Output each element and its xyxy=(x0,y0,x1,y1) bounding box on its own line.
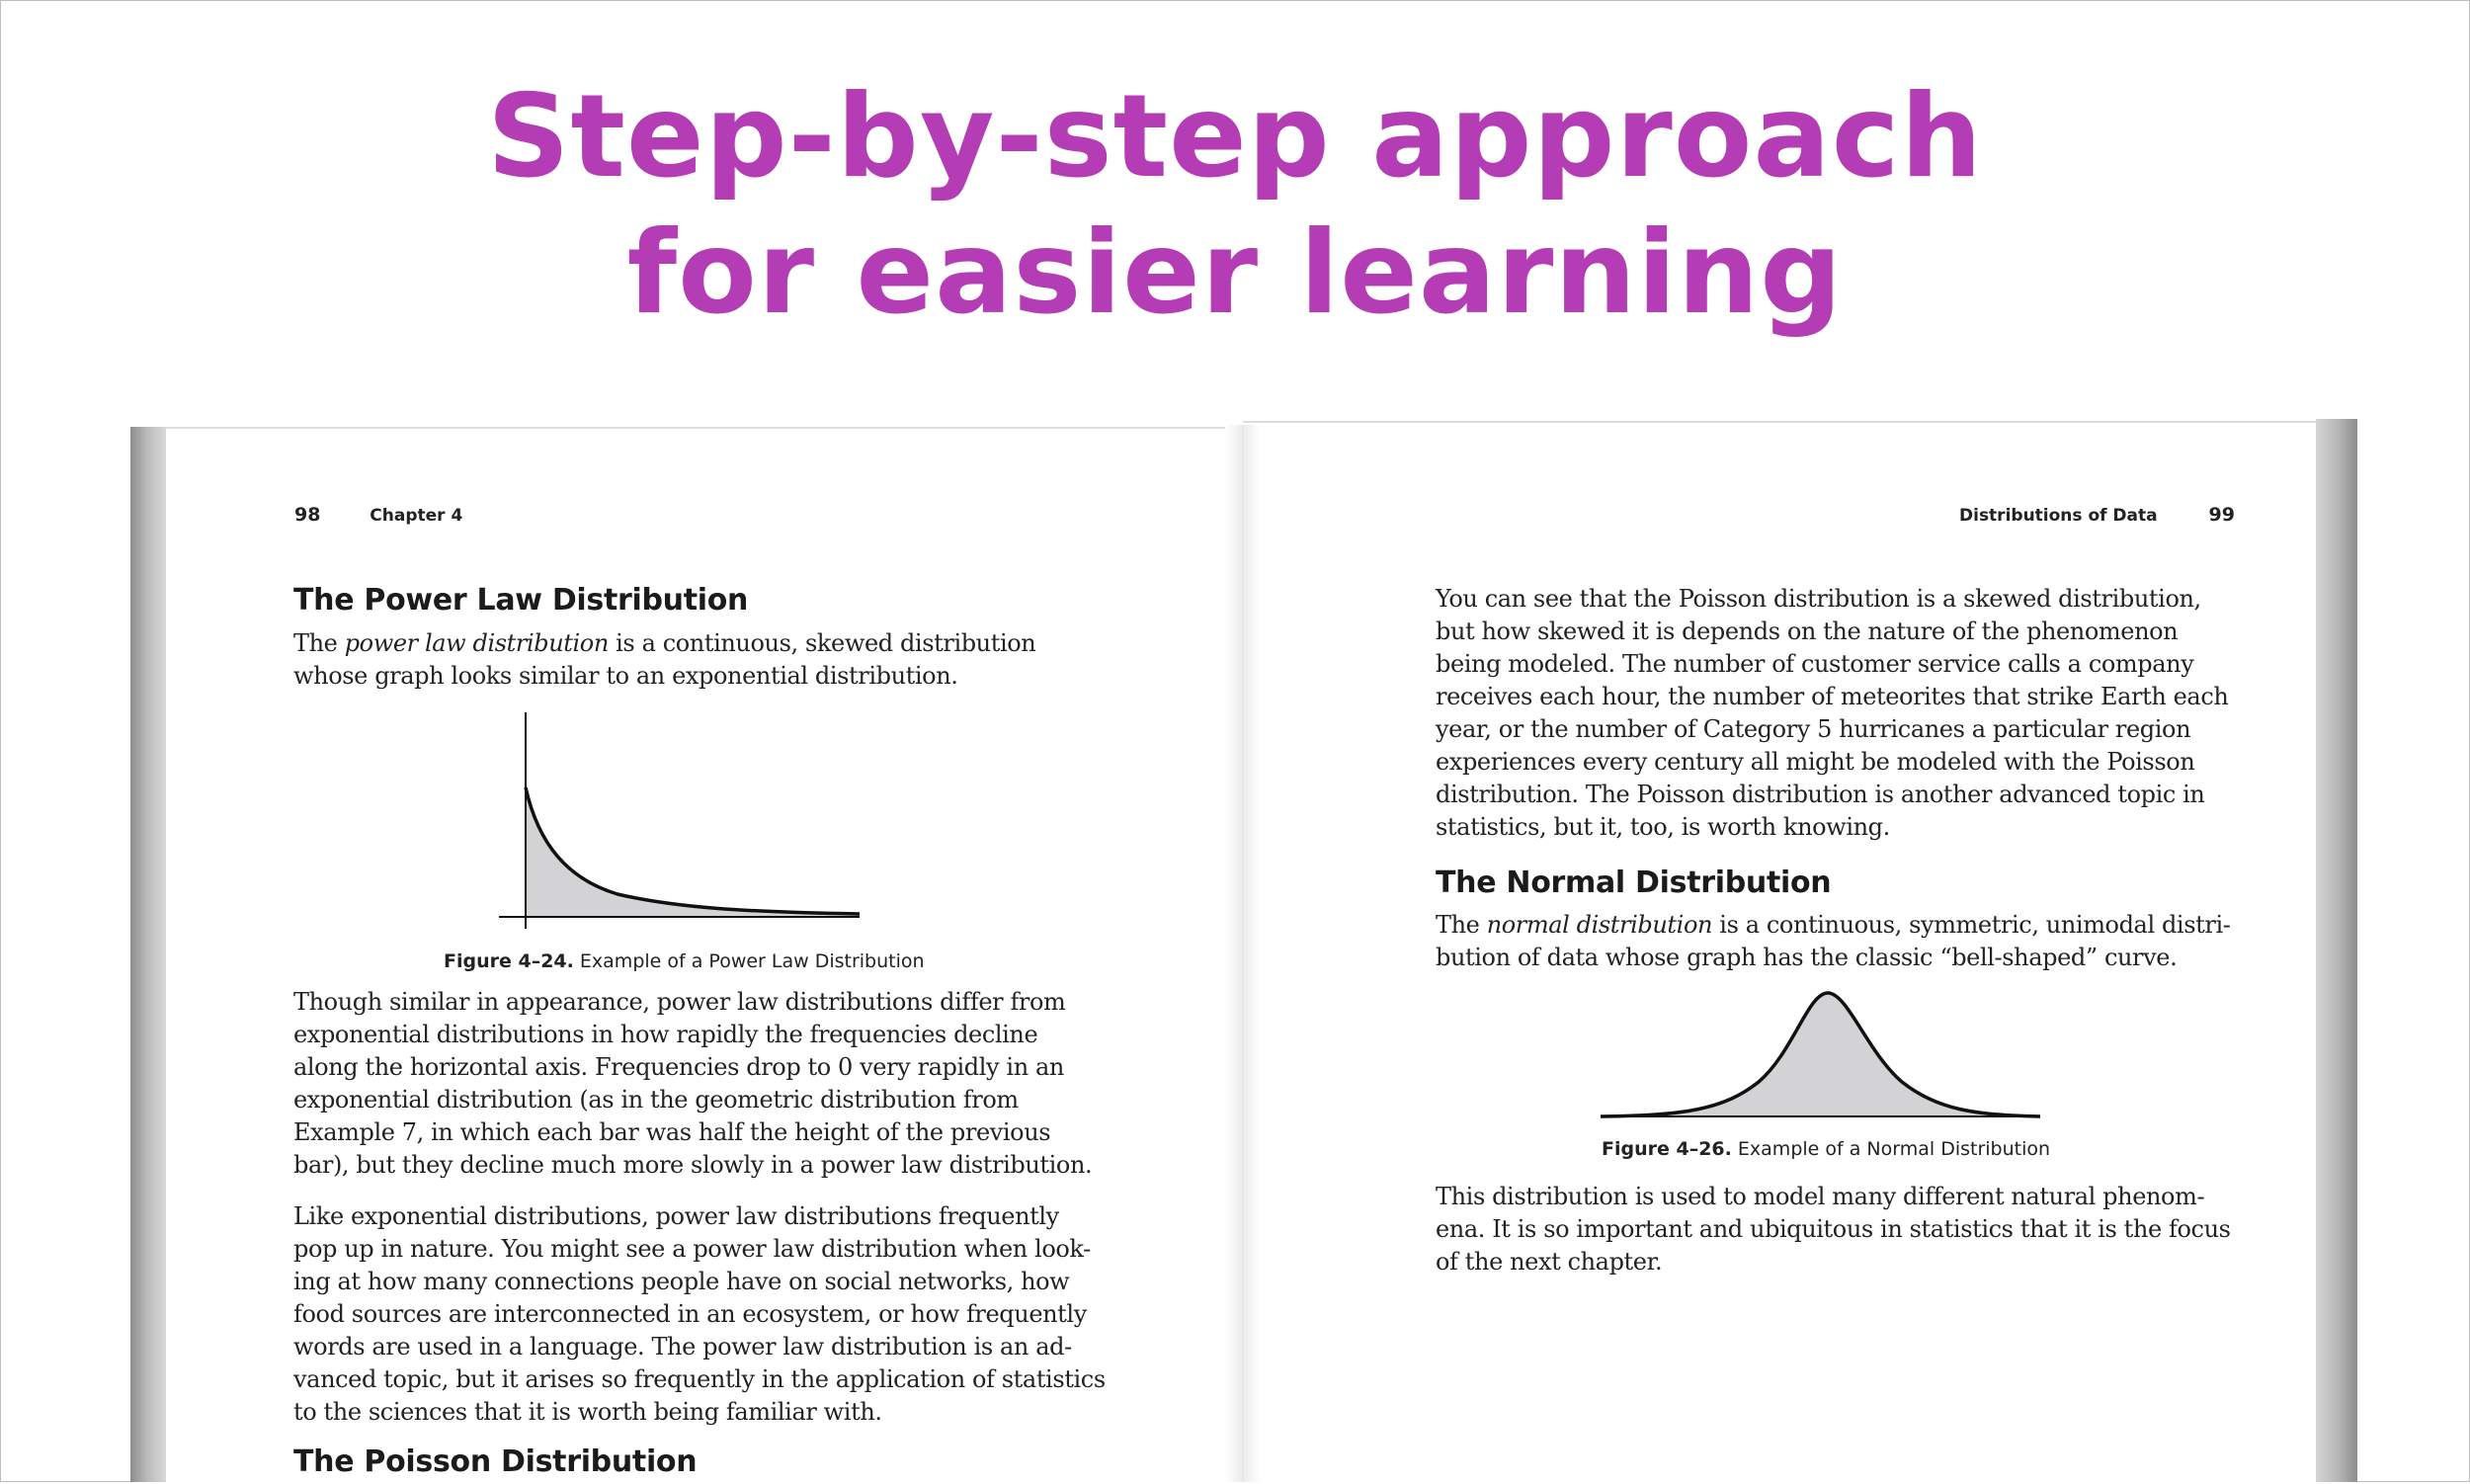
text-line: but how skewed it is depends on the nature of the phenomenon xyxy=(1436,618,2179,645)
text-line: of the next chapter. xyxy=(1436,1248,1663,1276)
normal-intro xyxy=(1436,909,2230,974)
figure-caption-4-24 xyxy=(444,950,925,972)
normal-distribution-term: normal distribution xyxy=(1486,911,1713,939)
text-line: Example 7, in which each bar was half the height of the previous xyxy=(293,1118,1051,1146)
power-law-intro xyxy=(293,627,1035,693)
book-cover-edge-right xyxy=(2316,419,2357,1482)
text-line: experiences every century all might be modeled with the Poisson xyxy=(1436,748,2195,776)
figure-label: Figure 4–26. xyxy=(1602,1138,1732,1160)
poisson-continuation-paragraph xyxy=(1436,583,2228,844)
left-running-head xyxy=(294,504,462,526)
text-line: bar), but they decline much more slowly in a power law distribution. xyxy=(293,1151,1093,1179)
left-chapter-label: Chapter 4 xyxy=(370,506,463,526)
text-line: statistics, but it, too, is worth knowing. xyxy=(1436,813,1890,841)
text-line: This distribution is used to model many different natural phenom- xyxy=(1436,1183,2205,1210)
power-law-term: power law distribution xyxy=(344,629,609,657)
right-page-number: 99 xyxy=(2208,504,2235,526)
text-line: along the horizontal axis. Frequencies drop to 0 very rapidly in an xyxy=(293,1053,1064,1081)
text-line: distribution. The Poisson distribution is another advanced topic in xyxy=(1436,781,2205,808)
text-line: ena. It is so important and ubiquitous in statistics that it is the focus xyxy=(1436,1215,2231,1243)
text-line: being modeled. The number of customer service calls a company xyxy=(1436,650,2194,678)
text-line: receives each hour, the number of meteorites that strike Earth each xyxy=(1436,683,2229,710)
text-line: ing at how many connections people have on social networks, how xyxy=(293,1268,1070,1295)
text-line: year, or the number of Category 5 hurricanes a particular region xyxy=(1436,715,2191,743)
intro-text: The xyxy=(1436,911,1487,939)
intro-text: is a continuous, skewed distribution xyxy=(608,629,1036,657)
text-line: food sources are interconnected in an ecosystem, or how frequently xyxy=(293,1300,1087,1328)
figure-caption-text: Example of a Normal Distribution xyxy=(1731,1138,2051,1160)
headline-line-2: for easier learning xyxy=(626,206,1844,340)
normal-distribution-figure xyxy=(1596,983,2046,1121)
section-heading-power-law: The Power Law Distribution xyxy=(293,583,749,618)
left-page-number: 98 xyxy=(294,504,321,526)
power-law-paragraph-2 xyxy=(293,986,1092,1182)
intro-line-2: bution of data whose graph has the classic “bell-shaped” curve. xyxy=(1436,944,2178,971)
promo-headline xyxy=(0,69,2470,342)
text-line: pop up in nature. You might see a power law distribution when look- xyxy=(293,1235,1091,1263)
right-running-head xyxy=(1959,504,2235,526)
text-line: to the sciences that it is worth being familiar with. xyxy=(293,1398,882,1426)
right-chapter-label: Distributions of Data xyxy=(1959,506,2158,526)
figure-caption-text: Example of a Power Law Distribution xyxy=(573,950,925,972)
normal-paragraph-2 xyxy=(1436,1181,2231,1278)
text-line: Like exponential distributions, power law distributions frequently xyxy=(293,1202,1059,1230)
text-line: exponential distribution (as in the geometric distribution from xyxy=(293,1086,1019,1113)
section-heading-normal: The Normal Distribution xyxy=(1436,866,1832,900)
intro-text: The xyxy=(293,629,345,657)
book-gutter xyxy=(1225,425,1261,1482)
text-line: You can see that the Poisson distribution is a skewed distribution, xyxy=(1436,585,2201,613)
book-cover-edge-left xyxy=(130,427,166,1482)
power-law-curve-fill xyxy=(526,787,860,917)
intro-line-2: whose graph looks similar to an exponential distribution. xyxy=(293,662,958,690)
text-line: Though similar in appearance, power law distributions differ from xyxy=(293,988,1066,1016)
figure-label: Figure 4–24. xyxy=(444,950,574,972)
text-line: exponential distributions in how rapidly the frequencies decline xyxy=(293,1021,1038,1048)
intro-text: is a continuous, symmetric, unimodal distri- xyxy=(1712,911,2231,939)
normal-curve-fill xyxy=(1601,993,2040,1116)
text-line: words are used in a language. The power law distribution is an ad- xyxy=(293,1333,1072,1360)
power-law-paragraph-3 xyxy=(293,1200,1106,1429)
headline-line-1: Step-by-step approach xyxy=(486,70,1984,204)
power-law-figure xyxy=(489,706,874,934)
figure-caption-4-26 xyxy=(1602,1138,2050,1160)
section-heading-poisson: The Poisson Distribution xyxy=(293,1444,698,1479)
text-line: vanced topic, but it arises so frequently in the application of statistics xyxy=(293,1365,1106,1393)
